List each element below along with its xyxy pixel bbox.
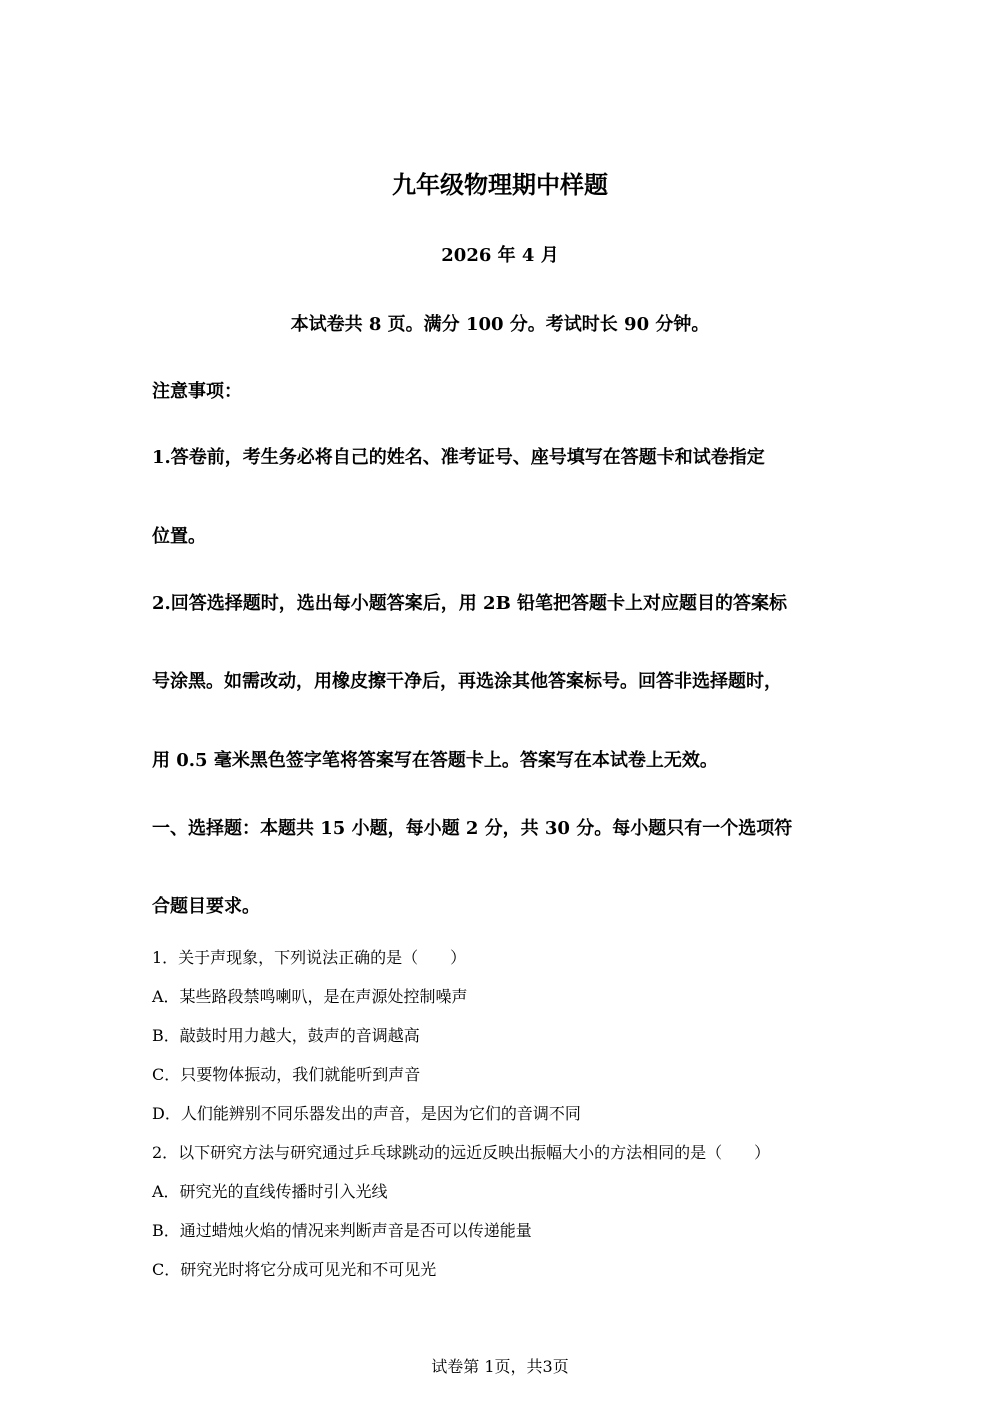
question-2-option-b: B．通过蜡烛火焰的情况来判断声音是否可以传递能量 (152, 1221, 532, 1240)
page-footer: 试卷第 1页，共3页 (431, 1357, 569, 1376)
question-2-option-c: C．研究光时将它分成可见光和不可见光 (152, 1260, 437, 1279)
exam-date: 2026 年 4 月 (441, 245, 559, 266)
question-1-option-d: D．人们能辨别不同乐器发出的声音，是因为它们的音调不同 (152, 1104, 581, 1123)
notice-item-1-line-1: 1.答卷前，考生务必将自己的姓名、准考证号、座号填写在答题卡和试卷指定 (152, 447, 765, 468)
question-1-option-b: B．敲鼓时用力越大，鼓声的音调越高 (152, 1026, 420, 1045)
notice-item-2-line-1: 2.回答选择题时，选出每小题答案后，用 2B 铅笔把答题卡上对应题目的答案标 (152, 593, 788, 614)
question-1-option-a: A．某些路段禁鸣喇叭，是在声源处控制噪声 (152, 987, 468, 1006)
notice-item-2-line-3: 用 0.5 毫米黑色签字笔将答案写在答题卡上。答案写在本试卷上无效。 (152, 750, 718, 771)
notice-item-1-line-2: 位置。 (152, 526, 206, 547)
question-2-stem: 2．以下研究方法与研究通过乒乓球跳动的远近反映出振幅大小的方法相同的是（ ） (152, 1143, 771, 1162)
exam-summary: 本试卷共 8 页。满分 100 分。考试时长 90 分钟。 (290, 314, 710, 335)
question-1-option-c: C．只要物体振动，我们就能听到声音 (152, 1065, 421, 1084)
notice-item-2-line-2: 号涂黑。如需改动，用橡皮擦干净后，再选涂其他答案标号。回答非选择题时， (152, 671, 782, 692)
page-title: 九年级物理期中样题 (392, 170, 608, 199)
question-2-option-a: A．研究光的直线传播时引入光线 (152, 1182, 388, 1201)
section-1-heading-line-1: 一、选择题：本题共 15 小题，每小题 2 分，共 30 分。每小题只有一个选项符 (152, 818, 793, 839)
section-1-heading-line-2: 合题目要求。 (152, 896, 260, 917)
question-1-stem: 1．关于声现象，下列说法正确的是（ ） (152, 948, 467, 967)
notice-heading: 注意事项： (152, 381, 242, 402)
